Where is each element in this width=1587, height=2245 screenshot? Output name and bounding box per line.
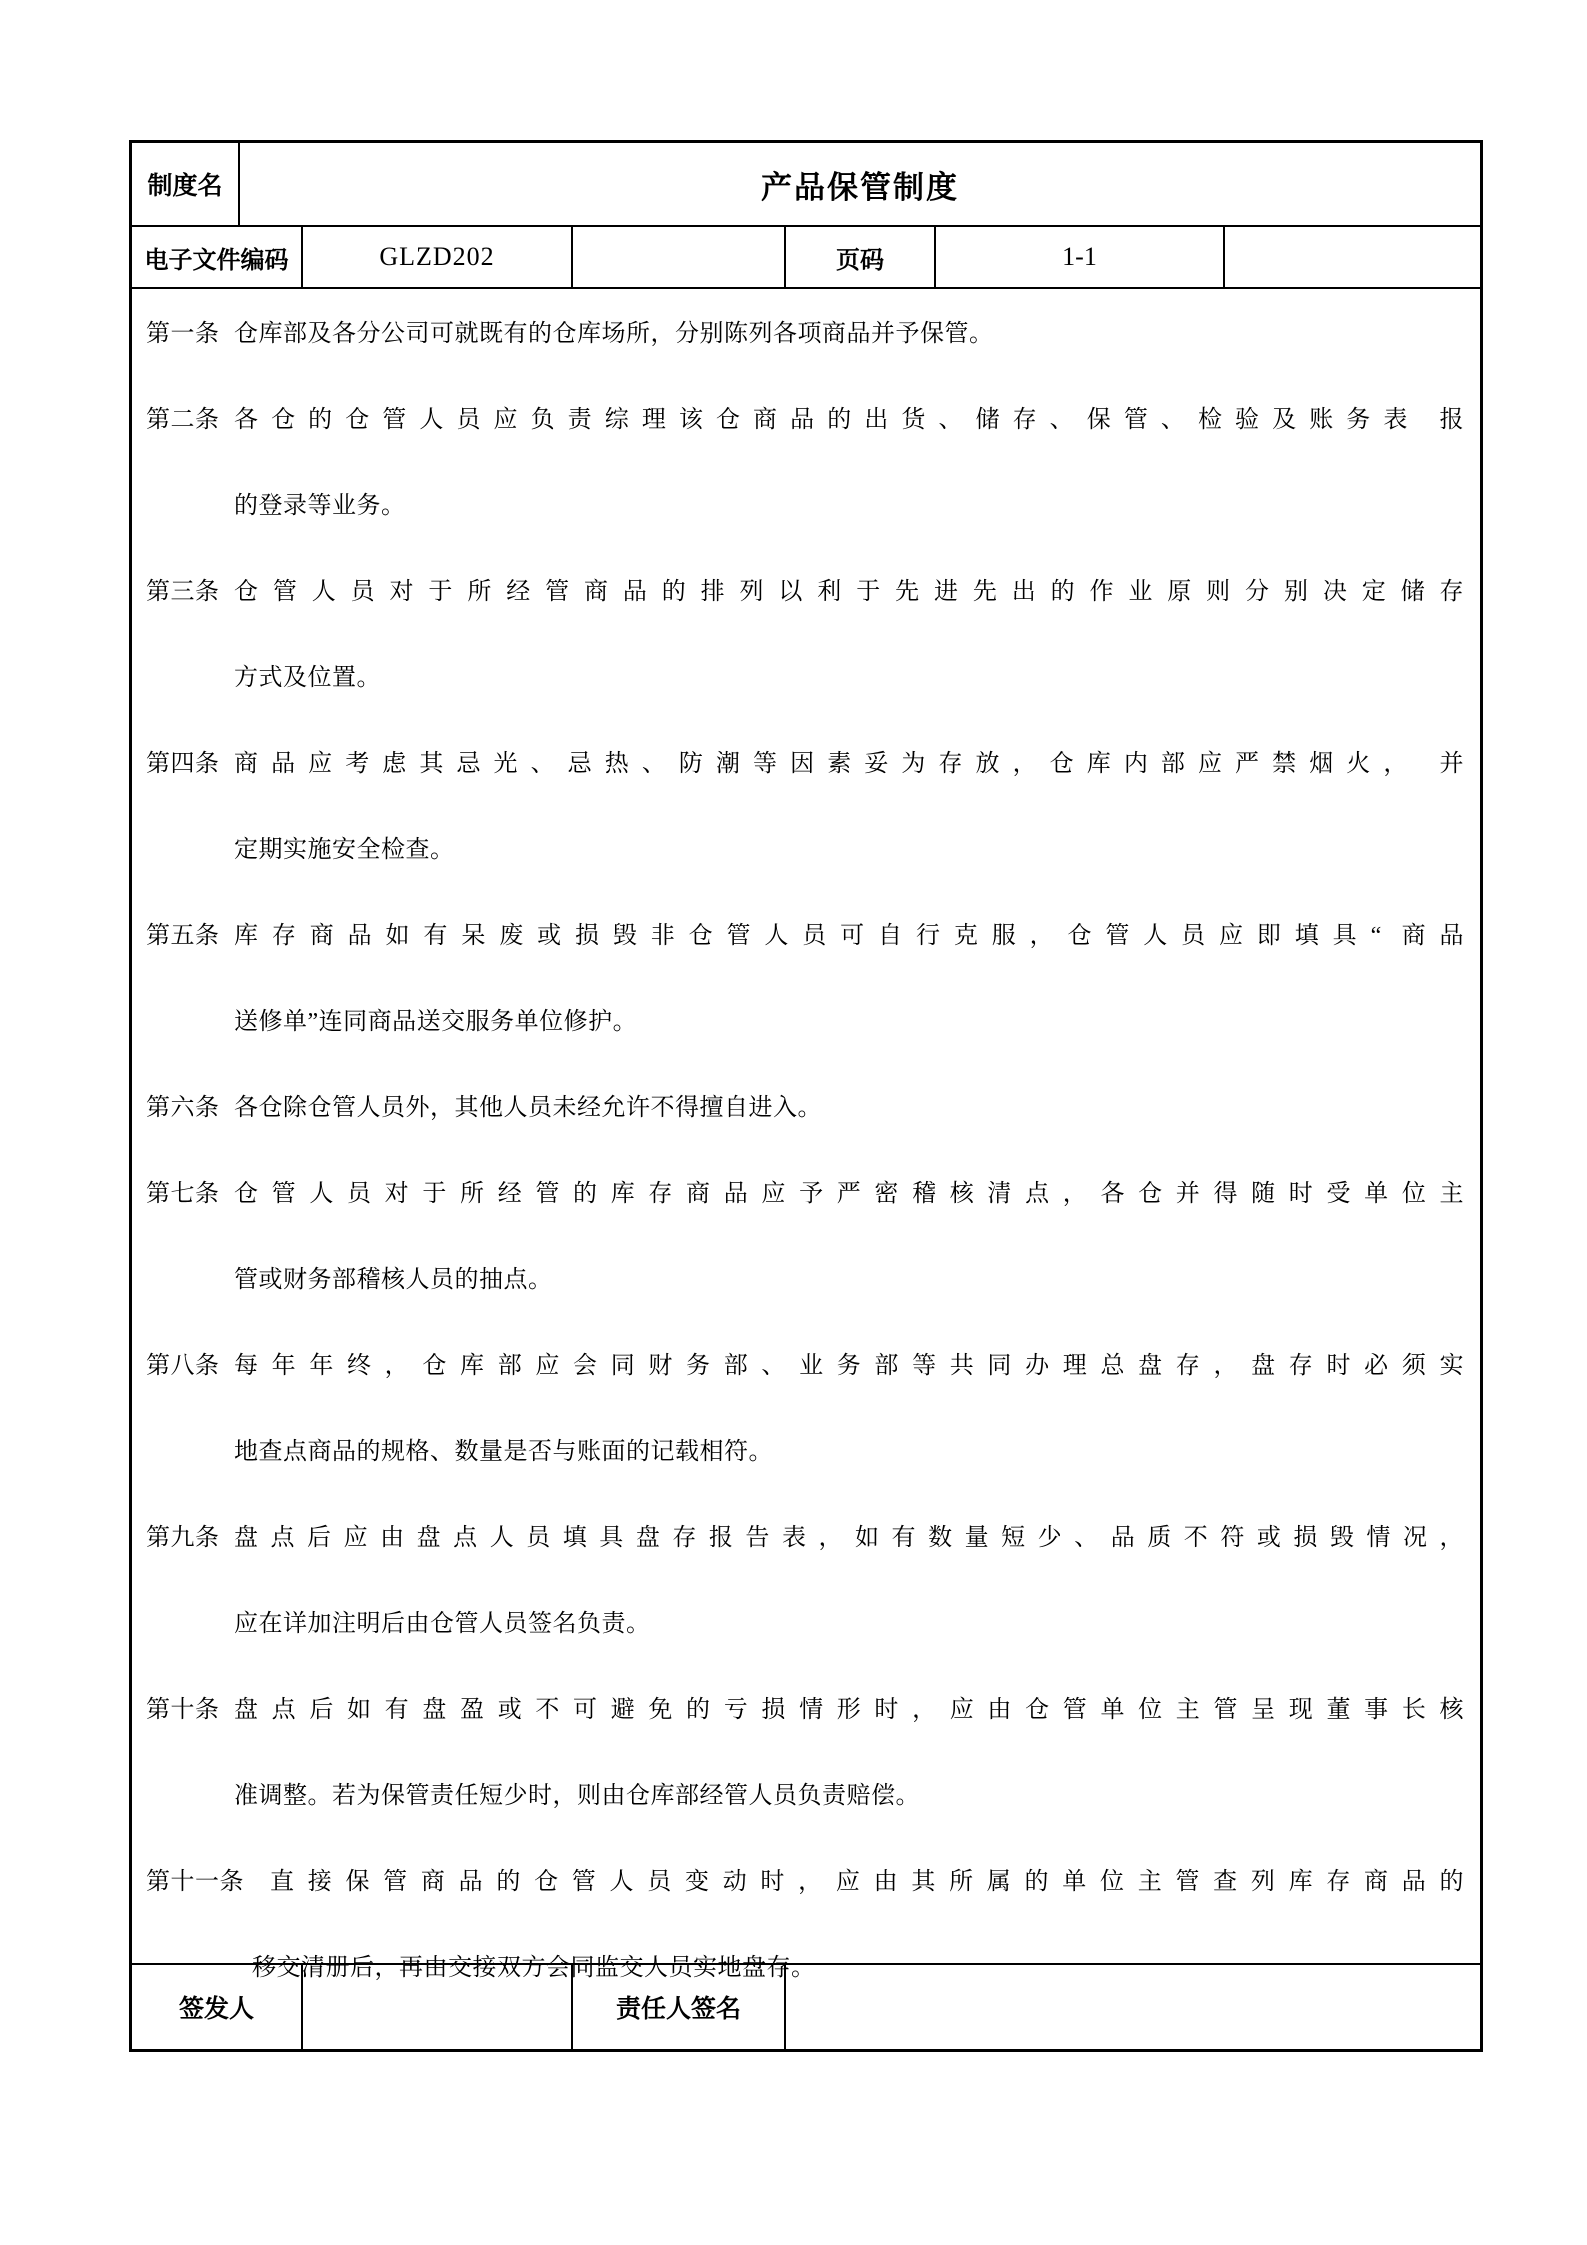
responsible-signature-label: 责任人签名 <box>573 1965 786 2049</box>
article-text: 移交清册后，再由交接双方会同监交人员实地盘存。 <box>252 1955 816 1981</box>
article-text: 应在详加注明后由仓管人员签名负责。 <box>234 1611 651 1637</box>
article-number: 第六条 <box>146 1095 220 1121</box>
signature-row <box>132 1965 1480 2049</box>
article-line <box>132 807 1480 893</box>
article-number: 第一条 <box>146 321 220 347</box>
article-number: 第七条 <box>146 1181 220 1207</box>
article-number: 第十条 <box>146 1697 220 1723</box>
article-text: 管或财务部稽核人员的抽点。 <box>234 1267 553 1293</box>
article-line <box>132 979 1480 1065</box>
article-line <box>132 377 1480 463</box>
article-line <box>132 635 1480 721</box>
article-text: 准调整。若为保管责任短少时，则由仓库部经管人员负责赔偿。 <box>234 1783 920 1809</box>
article-number: 第二条 <box>146 407 220 433</box>
article-number: 第九条 <box>146 1525 220 1551</box>
responsible-signature-cell <box>786 1965 1480 2049</box>
policy-form-table <box>129 140 1483 2052</box>
empty-cell <box>573 227 786 287</box>
file-code-label: 电子文件编码 <box>132 227 303 287</box>
article-line <box>132 1667 1480 1753</box>
articles-row <box>132 289 1480 1981</box>
article-line <box>132 1753 1480 1839</box>
article-text: 的登录等业务。 <box>234 493 406 519</box>
article-line <box>132 463 1480 549</box>
article-line <box>132 1581 1480 1667</box>
document-title: 产品保管制度 <box>761 169 959 205</box>
article-text: 库存商品如有呆废或损毁非仓管人员可自行克服，仓管人员应即填具“ 商品 <box>234 923 1464 949</box>
article-line <box>132 721 1480 807</box>
article-text: 仓管人员对于所经管商品的排列以利于先进先出的作业原则分别决定储存 <box>234 579 1464 605</box>
article-line <box>132 1409 1480 1495</box>
page-number-value: 1-1 <box>936 227 1225 287</box>
article-text: 定期实施安全检查。 <box>234 837 455 863</box>
article-text: 仓库部及各分公司可就既有的仓库场所，分别陈列各项商品并予保管。 <box>234 321 994 347</box>
article-line <box>132 1323 1480 1409</box>
article-number: 第八条 <box>146 1353 220 1379</box>
article-number: 第十一条 <box>146 1869 244 1895</box>
system-name-label: 制度名 <box>132 143 240 225</box>
article-text: 送修单”连同商品送交服务单位修护。 <box>234 1009 638 1035</box>
article-text: 各仓除仓管人员外，其他人员未经允许不得擅自进入。 <box>234 1095 822 1121</box>
article-line <box>132 1151 1480 1237</box>
file-code-value: GLZD202 <box>303 227 573 287</box>
article-text: 盘点后如有盘盈或不可避免的亏损情形时，应由仓管单位主管呈现董事长核 <box>234 1697 1464 1723</box>
article-text: 商品应考虑其忌光、忌热、防潮等因素妥为存放，仓库内部应严禁烟火， 并 <box>234 751 1464 777</box>
article-text: 地查点商品的规格、数量是否与账面的记载相符。 <box>234 1439 773 1465</box>
header-row-title <box>132 143 1480 227</box>
article-text: 直接保管商品的仓管人员变动时，应由其所属的单位主管查列库存商品的 <box>270 1869 1464 1895</box>
header-row-meta <box>132 227 1480 289</box>
article-line <box>132 1839 1480 1925</box>
article-number: 第五条 <box>146 923 220 949</box>
empty-cell <box>1225 227 1480 287</box>
article-number: 第四条 <box>146 751 220 777</box>
article-text: 方式及位置。 <box>234 665 381 691</box>
article-line <box>132 893 1480 979</box>
issuer-label: 签发人 <box>132 1965 303 2049</box>
article-line <box>132 1495 1480 1581</box>
page-number-label: 页码 <box>786 227 936 287</box>
article-text: 各仓的仓管人员应负责综理该仓商品的出货、储存、保管、检验及账务表 报 <box>234 407 1464 433</box>
article-text: 每年年终，仓库部应会同财务部、业务部等共同办理总盘存，盘存时必须实 <box>234 1353 1464 1379</box>
article-line <box>132 291 1480 377</box>
article-line <box>132 549 1480 635</box>
article-text: 盘点后应由盘点人员填具盘存报告表，如有数量短少、品质不符或损毁情况， <box>234 1525 1464 1551</box>
article-line <box>132 1065 1480 1151</box>
issuer-signature-cell <box>303 1965 573 2049</box>
article-text: 仓管人员对于所经管的库存商品应予严密稽核清点，各仓并得随时受单位主 <box>234 1181 1464 1207</box>
articles-area <box>132 289 1480 1981</box>
article-number: 第三条 <box>146 579 220 605</box>
article-line <box>132 1237 1480 1323</box>
